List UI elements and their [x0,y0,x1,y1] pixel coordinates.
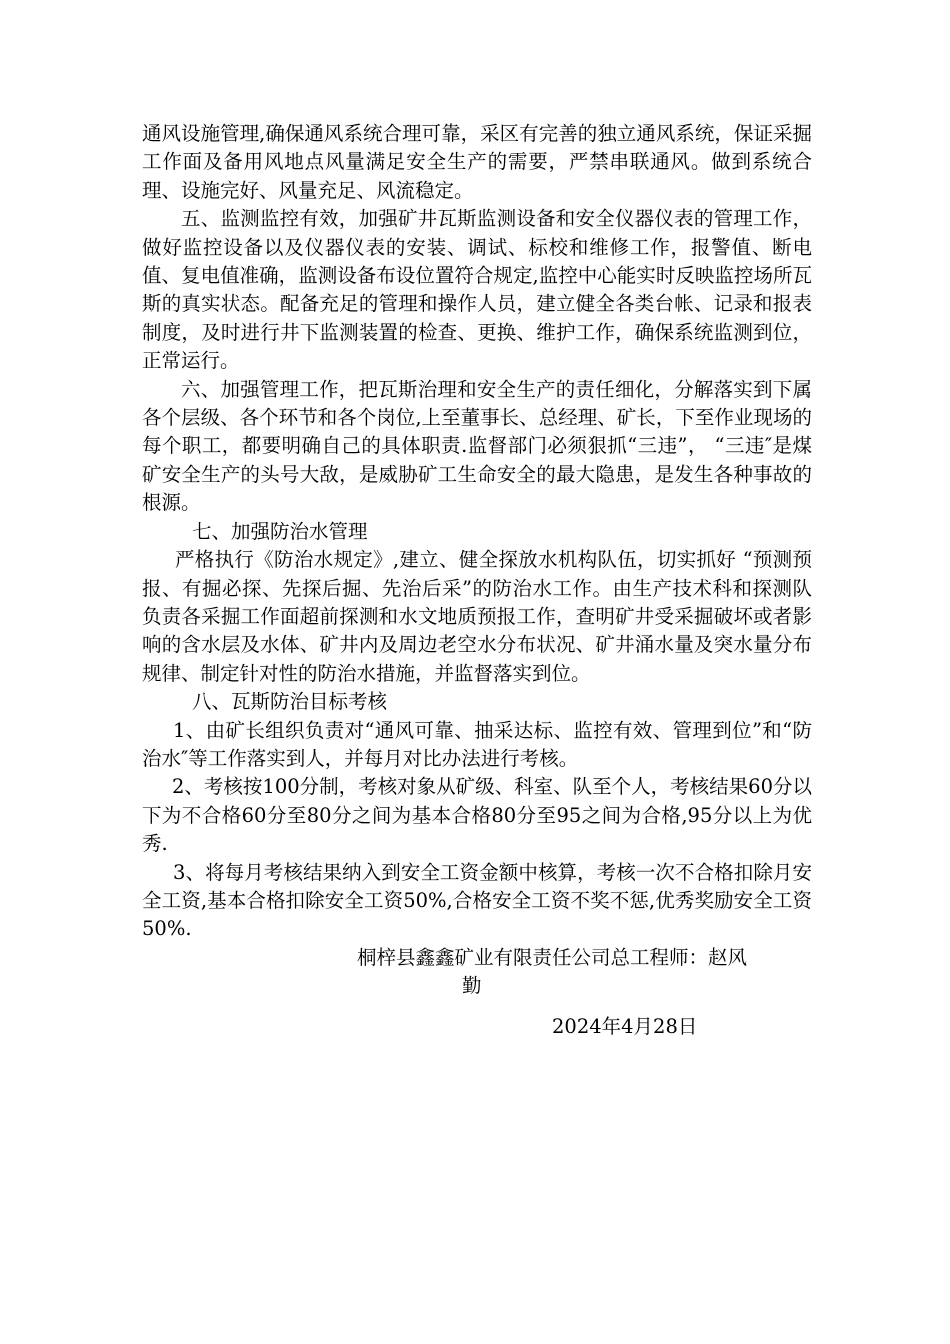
paragraph-assessment-item-2: 2、考核按100分制，考核对象从矿级、科室、队至个人，考核结果60分以下为不合格60分至80分之间为基本合格80分至95之间为合格,95分以上为优秀. [142,775,812,856]
paragraph-monitoring: 五、监测监控有效，加强矿井瓦斯监测设备和安全仪器仪表的管理工作，做好监控设备以及仪器仪表的安装、调试、标校和维修工作，报警值、断电值、复电值准确，监测设备布设位置符合规定,监控中心能实时反映监控场所瓦斯的真实状态。配备充足的管理和操作人员，建立健全各类台帐、记录和报表制度，及时进行井下监测装置的检查、更换、维护工作，确保系统监测到位，正常运行。 [142,207,812,373]
document-body [142,120,812,1041]
signature-line: 桐梓县鑫鑫矿业有限责任公司总工程师：赵风 [357,945,748,969]
paragraph-ventilation: 通风设施管理,确保通风系统合理可靠，采区有完善的独立通风系统，保证采掘工作面及备用风地点风量满足安全生产的需要，严禁串联通风。做到系统合理、设施完好、风量充足、风流稳定。 [142,122,812,202]
paragraph-water-control: 严格执行《防治水规定》,建立、健全探放水机构队伍，切实抓好 “预测预报、有掘必探、先探后掘、先治后采”的防治水工作。由生产技术科和探测队负责各采掘工作面超前探测和水文地质预报工作，查明矿井受采掘破坏或者影响的含水层及水体、矿井内及周边老空水分布状况、矿井涌水量及突水量分布规律、制定针对性的防治水措施，并监督落实到位。 [142,548,812,685]
paragraph-management: 六、加强管理工作，把瓦斯治理和安全生产的责任细化，分解落实到下属各个层级、各个环节和各个岗位,上至董事长、总经理、矿长，下至作业现场的每个职工，都要明确自己的具体职责.监督部门必须狠抓“三违”， “三违″是煤矿安全生产的头号大敌，是威胁矿工生命安全的最大隐患，是发生各种事故的根源。 [142,377,812,515]
document-date: 2024年4月28日 [552,1014,698,1038]
paragraph-assessment-item-1: 1、由矿长组织负责对“通风可靠、抽采达标、监控有效、管理到位”和“防治水″等工作落实到人，并每月对比办法进行考核。 [142,718,812,770]
heading-water-control: 七、加强防治水管理 [192,519,368,543]
paragraph-assessment-item-3: 3、将每月考核结果纳入到安全工资金额中核算，考核一次不合格扣除月安全工资,基本合格扣除安全工资50%,合格安全工资不奖不惩,优秀奖励安全工资50%. [142,860,812,941]
signature-line-continued: 勤 [462,974,482,998]
heading-assessment: 八、瓦斯防治目标考核 [192,690,388,714]
